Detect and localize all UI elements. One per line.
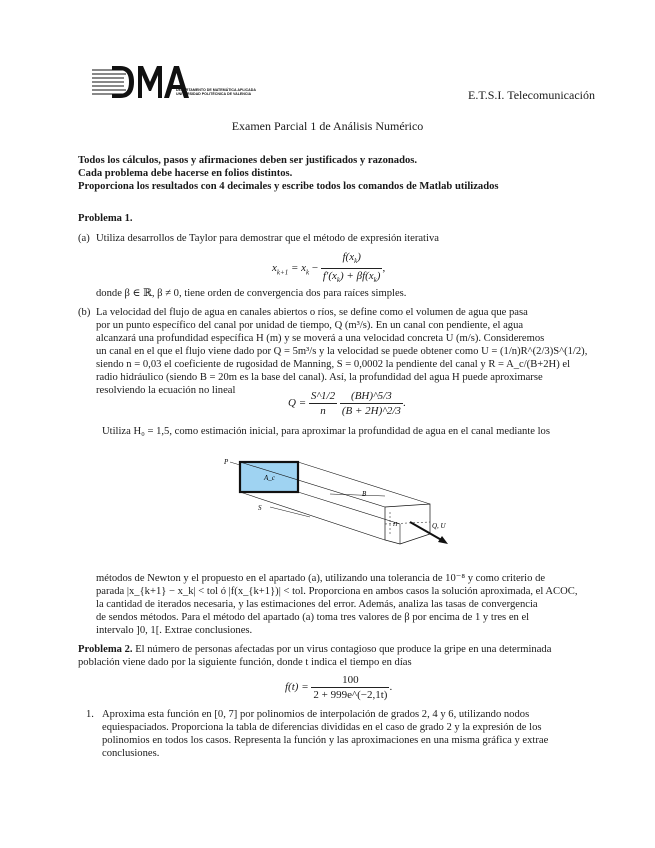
label-B: B [362,490,367,498]
header [90,62,595,102]
p2-item-1-text: Aproxima esta función en [0, 7] por polinomios de interpolación de grados 2, 4 y 6, utilizando nodos equiespaciados. Proporciona la tabla de diferencias divididas en el caso de grado 2 y la expresión de los polinomios en todos los casos. Representa la función y las aproximaciones en una misma gráfica y extrae conclusiones. [102,709,549,759]
instructions [78,154,608,193]
exam-title: Examen Parcial 1 de Análisis Numérico [231,119,424,133]
instruction-line: Todos los cálculos, pasos y afirmaciones deben ser justificados y razonados. [78,155,418,166]
part-b-label: (b) [78,307,91,318]
channel-figure [220,452,460,562]
dma-logo [90,62,190,102]
eq-a-denominator: $f'(x_k) + \beta f(x_k)$ [322,270,381,285]
label-H: H [393,522,398,528]
dept-line-1: DEPARTAMENTO DE MATEMÁTICA APLICADA [176,88,256,92]
eq-a-numerator: $f(x_k)$ [321,250,383,269]
label-P: P [224,458,229,466]
part-b-text: La velocidad del flujo de agua en canales abiertos o ríos, se define como el volumen de agua que pasa por un punto específico del canal por unidad de tiempo, Q (m³/s). En un canal con pendiente, el agua alcanzará una profundidad específica H (m) y se moverá a una velocidad concreta U (m/s). Consideremos un canal en el que el flujo viene dado por Q = 5m³/s y la velocidad se puede obtener como U = (1/n)R^(2/3)S^(1/2), siendo n = 0,03 el coeficiente de rugosidad de Manning, S = 0,0002 la pendiente del canal y R = A_c/(B+2H) el radio hidráulico (siendo B = 20m es la base del canal). Así, la profundidad del agua H puede aproximarse resolviendo la ecuación no lineal [96,307,588,396]
equation-a: $x_{k+1} = x_k$ − $\frac{f(x_k)}{f'(x_k) + \beta f(x_k)}$ , [272,250,385,287]
equation-b: Q = $\frac{S\^{}1/2}{n}$ $\frac{(BH)\^{}5/3}{(B + 2H)\^{}2/3}$ . [288,390,406,417]
label-S: S [258,504,262,512]
instruction-line: Cada problema debe hacerse en folios distintos. [78,168,293,179]
problem1-heading: Problema 1. [78,213,133,224]
part-a-label: (a) [78,233,90,244]
school-name: E.T.S.I. Telecomunicación [467,88,595,102]
instruction-line: Proporciona los resultados con 4 decimales y escribe todos los comandos de Matlab utilizados [78,181,499,192]
label-QU: Q, U [432,522,446,530]
problem2-heading: Problema 2. [78,644,133,655]
equation-p2: f(t) = $\frac{100}{2 + 999e\^{}(-2,1t)}$ . [285,674,393,701]
label-Ac: A_c [264,474,275,482]
part-b-continue: Utiliza H₀ = 1,5, como estimación inicial, para aproximar la profundidad de agua en el canal mediante los [102,426,550,437]
dept-line-2: UNIVERSIDAD POLITÉCNICA DE VALENCIA [176,92,252,97]
p2-item-1-label: 1. [86,709,94,720]
part-b-after: métodos de Newton y el propuesto en el apartado (a), utilizando una tolerancia de 10⁻⁸ y como criterio de parada |x_{k+1} − x_k| < tol ó |f(x_{k+1})| < tol. Proporciona en ambos casos la solución aproximada, el ACOC, la cantidad de iterados necesaria, y las estimaciones del error. Además, analiza las tasas de convergencia de sendos métodos. Para el método del apartado (a) toma tres valores de β por encima de 1 y tres en el intervalo ]0, 1[. Extrae conclusiones. [96,573,578,636]
part-a-after: donde β ∈ ℝ, β ≠ 0, tiene orden de convergencia dos para raíces simples. [96,288,407,299]
part-a-text: Utiliza desarrollos de Taylor para demostrar que el método de expresión iterativa [96,233,439,244]
problem2-intro: Problema 2. El número de personas afectadas por un virus contagioso que produce la gripe en una determinada población viene dado por la siguiente función, donde t indica el tiempo en días [78,644,552,668]
